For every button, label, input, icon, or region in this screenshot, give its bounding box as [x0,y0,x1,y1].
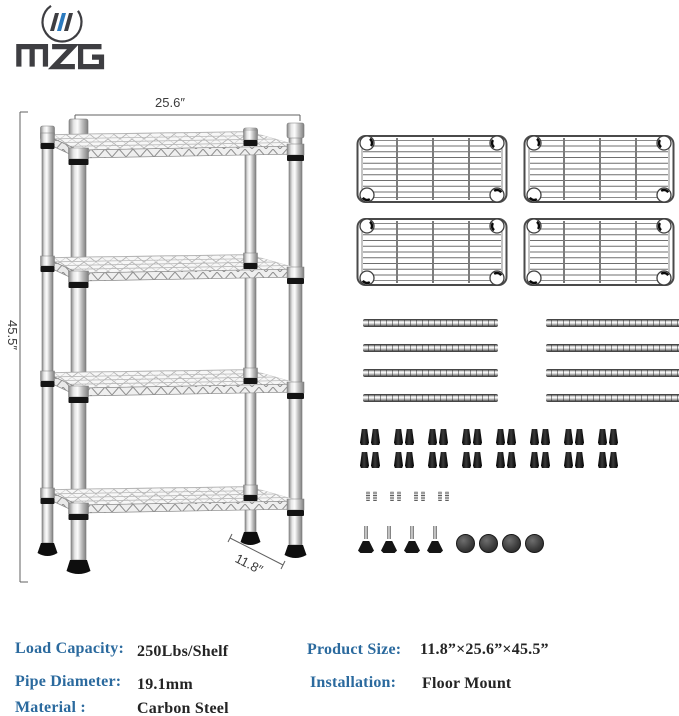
foot-cone [427,541,443,553]
parts-screws-row [366,491,449,501]
sleeve-clip [496,452,505,468]
sleeve-clip [360,429,369,445]
screw-set [414,491,425,501]
wire-shelf-part [523,133,675,205]
sleeve-clip [371,452,380,468]
sleeve-clip [575,452,584,468]
sleeve-clip-pair [360,452,380,468]
sleeve-clip-pair [428,429,448,445]
pipe-part [546,344,679,352]
sleeve-clip [360,452,369,468]
sleeve-clip-pair [564,429,584,445]
sleeve-clip [439,452,448,468]
sleeve-clip [530,452,539,468]
screw [390,491,394,501]
spec-value-installation: Floor Mount [422,675,512,692]
pipe-part [363,344,498,352]
leveling-foot-part [358,526,374,553]
sleeve-clip [428,452,437,468]
sleeve-clip [439,429,448,445]
sleeve-clip [394,452,403,468]
spec-value-product-size: 11.8”×25.6”×45.5” [420,641,549,658]
sleeve-clip [462,429,471,445]
sleeve-clip [473,429,482,445]
height-dimension [20,112,28,582]
pipe-part [546,319,679,327]
sleeve-clip [541,452,550,468]
sleeve-clip [541,429,550,445]
unit-shelf-tier [41,130,305,165]
leveling-foot-part [427,526,443,553]
sleeve-clip-pair [394,429,414,445]
sleeve-clip [428,429,437,445]
wire-shelf-part [356,216,508,288]
unit-shelf-tier [41,485,305,520]
spec-value-pipe-diameter: 19.1mm [137,676,193,693]
parts-caps-group [456,534,544,553]
leveling-foot-part [404,526,420,553]
sleeve-clip-pair [598,452,618,468]
spec-value-material: Carbon Steel [137,700,229,716]
sleeve-clip-pair [496,452,516,468]
foot-stem [433,526,437,539]
screw [373,491,377,501]
foot-cone [358,541,374,553]
round-cap-part [502,534,521,553]
parts-sleeves-grid [360,429,628,468]
foot-stem [410,526,414,539]
foot-stem [387,526,391,539]
logo-wordmark [19,47,102,67]
pipe-part [546,394,679,402]
screw-set [366,491,377,501]
foot-cone [404,541,420,553]
sleeve-clip [473,452,482,468]
sleeve-clip-pair [394,452,414,468]
sleeve-clip [564,429,573,445]
foot-cone [381,541,397,553]
round-cap-part [479,534,498,553]
sleeve-clip [530,429,539,445]
sleeve-clip-pair [598,429,618,445]
shelving-unit-illustration [0,85,340,605]
spec-value-load-capacity: 250Lbs/Shelf [137,643,229,660]
round-cap-part [525,534,544,553]
spec-label-installation: Installation: [310,674,397,691]
spec-label-load-capacity: Load Capacity: [15,640,125,657]
sleeve-clip-pair [564,452,584,468]
spec-label-material: Material : [15,699,86,716]
sleeve-clip [564,452,573,468]
width-dimension [75,115,300,121]
pipe-part [546,369,679,377]
sleeve-clip [371,429,380,445]
brand-logo [12,0,112,74]
parts-shelves-grid [356,133,679,288]
wire-shelf-part [356,133,508,205]
screw [366,491,370,501]
sleeve-clip [462,452,471,468]
width-dimension-label: 25.6″ [155,95,185,110]
sleeve-clip [394,429,403,445]
screw-set [390,491,401,501]
screw [445,491,449,501]
pipe-part [363,394,498,402]
pipe-part [363,369,498,377]
round-cap-part [456,534,475,553]
sleeve-clip [598,452,607,468]
screw [414,491,418,501]
sleeve-clip [609,452,618,468]
screw [397,491,401,501]
sleeve-clip [496,429,505,445]
sleeve-clip [405,452,414,468]
screw-set [438,491,449,501]
parts-leveling-feet-group [358,526,443,553]
sleeve-clip-pair [496,429,516,445]
wire-shelf-part [523,216,675,288]
height-dimension-label: 45.5″ [5,320,20,350]
spec-label-product-size: Product Size: [307,641,402,658]
spec-label-pipe-diameter: Pipe Diameter: [15,673,122,690]
logo-emblem-icon [35,0,89,49]
sleeve-clip [575,429,584,445]
screw [438,491,442,501]
sleeve-clip-pair [428,452,448,468]
sleeve-clip [598,429,607,445]
sleeve-clip-pair [462,452,482,468]
sleeve-clip-pair [360,429,380,445]
screw [421,491,425,501]
sleeve-clip-pair [530,429,550,445]
parts-pipes-grid [363,319,679,402]
pipe-part [363,319,498,327]
sleeve-clip [609,429,618,445]
unit-shelf-tier [41,368,305,403]
sleeve-clip [507,452,516,468]
sleeve-clip [405,429,414,445]
leveling-foot-part [381,526,397,553]
sleeve-clip [507,429,516,445]
depth-dimension-label: 11.8″ [232,550,266,578]
sleeve-clip-pair [462,429,482,445]
sleeve-clip-pair [530,452,550,468]
foot-stem [364,526,368,539]
unit-shelf-tier [41,253,305,288]
parts-feet-caps-row [358,526,544,553]
